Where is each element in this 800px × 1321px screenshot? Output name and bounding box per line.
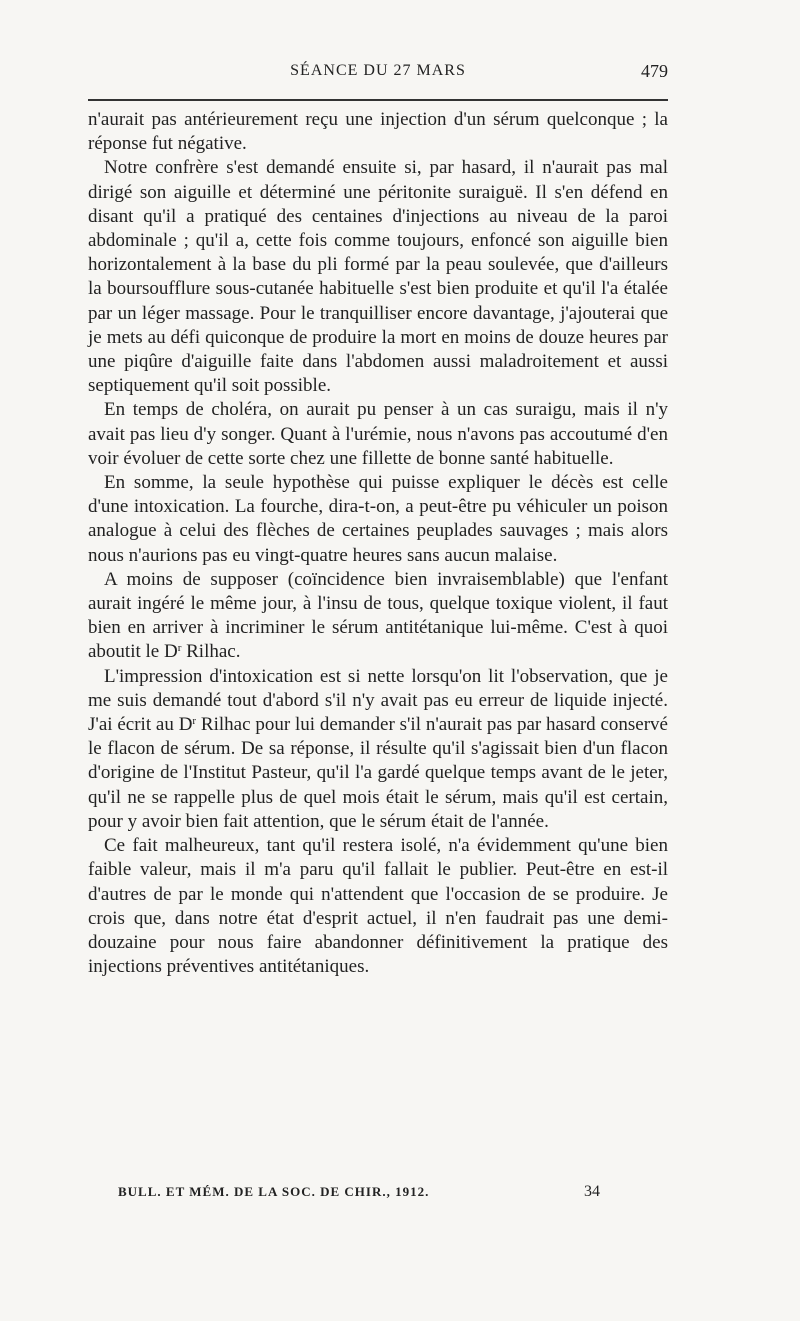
page-header <box>88 58 668 88</box>
paragraph-6-superscript: r <box>192 715 197 728</box>
journal-reference: BULL. ET MÉM. DE LA SOC. DE CHIR., 1912. <box>118 1184 430 1199</box>
paragraph-5-text-end: Rilhac. <box>181 641 241 663</box>
running-title: SÉANCE DU 27 MARS <box>290 62 466 79</box>
page-number: 479 <box>641 61 668 81</box>
paragraph-5 <box>88 568 668 665</box>
paragraph-6 <box>88 665 668 834</box>
paragraph-6-text: L'impression d'intoxication est si nette lorsqu'on lit l'observation, que je me suis demandé tout d'abord s'il n'y avait pas eu erreur de liquide injecté. J'ai écrit au D <box>88 665 668 736</box>
paragraph-2: Notre confrère s'est demandé ensuite si, par hasard, il n'aurait pas mal dirigé son aiguille et déterminé une péritonite suraiguë. Il s'en défend en disant qu'il a pratiqué des centaines d'injections au niveau de la paroi abdominale ; qu'il a, cette fois comme toujours, enfoncé son aiguille bien horizontalement à la base du pli formé par la peau soulevée, que d'ailleurs la boursoufflure sous-cutanée habituelle s'est bien produite et qu'il l'a étalée par un léger massage. Pour le tranquilliser encore davantage, j'ajouterai que je mets au défi quiconque de produire la mort en moins de douze heures par une piqûre d'aiguille faite dans l'abdomen aussi maladroitement et aussi septiquement qu'il soit possible. <box>88 157 668 397</box>
paragraph-5-superscript: r <box>177 642 182 655</box>
body-text <box>88 108 668 979</box>
paragraph-5-text: A moins de supposer (coïncidence bien invraisemblable) que l'enfant aurait ingéré le même jour, à l'insu de tous, quelque toxique violent, il faut bien en arriver à incriminer le sérum antitétanique lui-même. C'est à quoi aboutit le D <box>88 568 668 663</box>
signature-mark: 34 <box>584 1183 600 1200</box>
paragraph-3: En temps de choléra, on aurait pu penser à un cas suraigu, mais il n'y avait pas lieu d'y songer. Quant à l'urémie, nous n'avons pas accoutumé d'en voir évoluer de cette sorte chez une fillette de bonne santé habituelle. <box>88 399 668 469</box>
header-rule <box>88 99 668 101</box>
paragraph-4: En somme, la seule hypothèse qui puisse expliquer le décès est celle d'une intoxication. La fourche, dira-t-on, a peut-être pu véhiculer un poison analogue à celui des flèches de certaines peuplades sauvages ; mais alors nous n'aurions pas eu vingt-quatre heures sans aucun malaise. <box>88 472 668 566</box>
paragraph-6-text-end: Rilhac pour lui demander s'il n'aurait pas par hasard conservé le flacon de sérum. De sa réponse, il résulte qu'il s'agissait bien d'un flacon d'origine de l'Institut Pasteur, qu'il l'a gardé quelque temps avant de le jeter, qu'il ne se rappelle plus de quel mois était le sérum, mais qu'il est certain, pour y avoir bien fait attention, que le sérum était de l'année. <box>88 714 668 832</box>
page-footer <box>88 1180 668 1204</box>
paragraph-1: n'aurait pas antérieurement reçu une injection d'un sérum quelconque ; la réponse fut négative. <box>88 109 668 155</box>
paragraph-7: Ce fait malheureux, tant qu'il restera isolé, n'a évidemment qu'une bien faible valeur, mais il m'a paru qu'il fallait le publier. Peut-être en est-il d'autres de par le monde qui n'attendent que l'occasion de se produire. Je crois que, dans notre état d'esprit actuel, il n'en faudrait pas une demi-douzaine pour nous faire abandonner définitivement la pratique des injections préventives antitétaniques. <box>88 835 668 978</box>
